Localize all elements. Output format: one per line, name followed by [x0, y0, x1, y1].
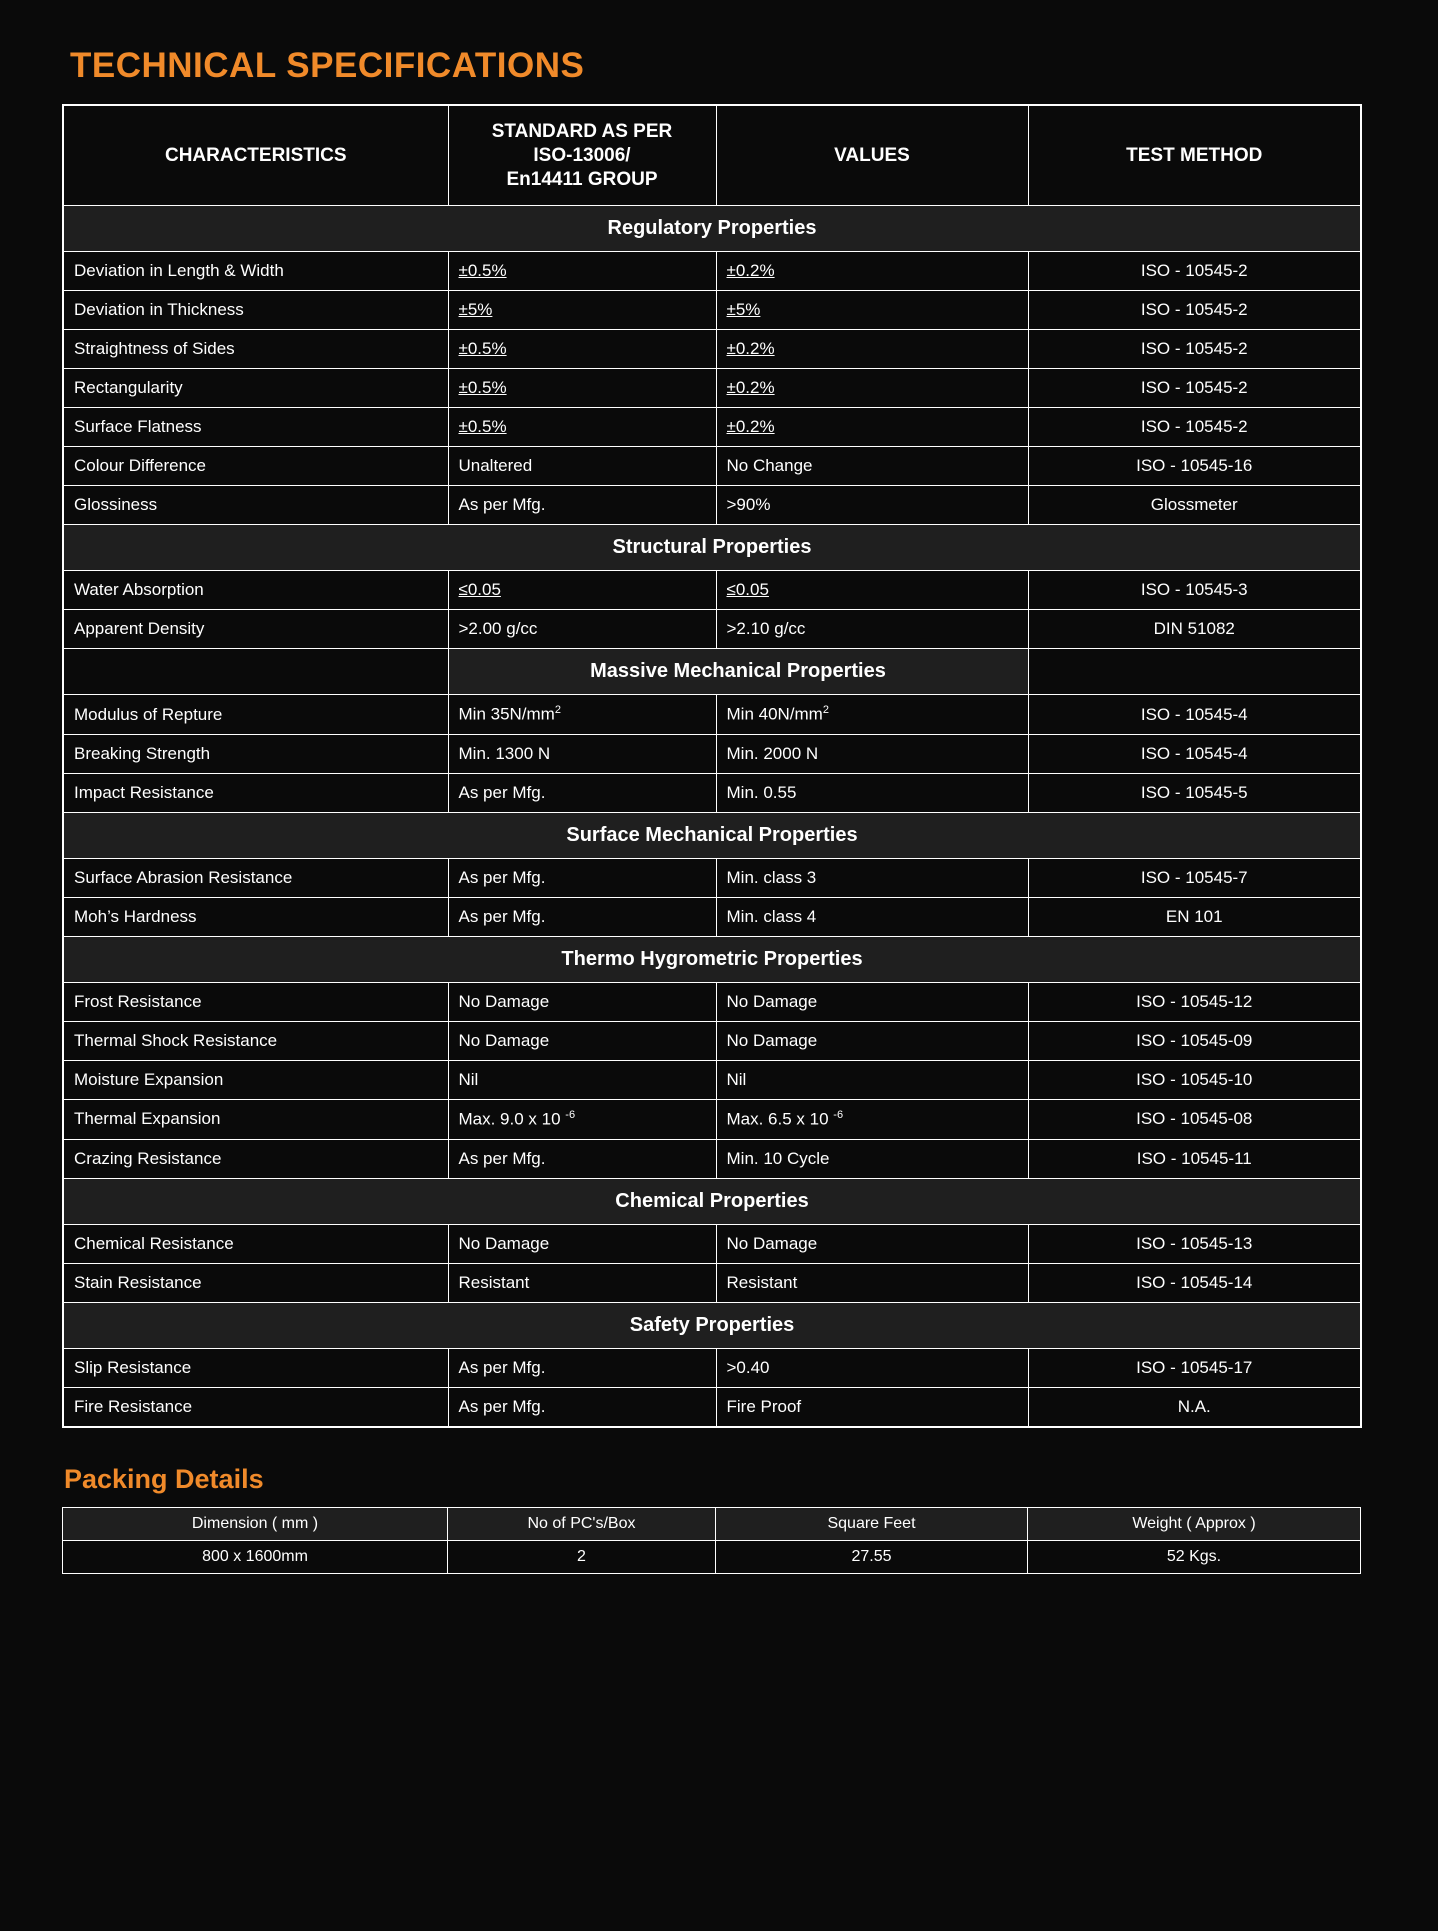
packing-column-header: Weight ( Approx ) [1028, 1507, 1361, 1540]
cell-standard: As per Mfg. [448, 897, 716, 936]
cell-value: ±0.2% [716, 252, 1028, 291]
cell-characteristic: Glossiness [63, 486, 448, 525]
cell-value: No Change [716, 447, 1028, 486]
table-header [63, 105, 1361, 206]
cell-value: Min $40N/mm^2$ [716, 695, 1028, 735]
cell-test-method: ISO - 10545-12 [1028, 982, 1361, 1021]
table-row [63, 1387, 1361, 1427]
cell-characteristic: Deviation in Length & Width [63, 252, 448, 291]
cell-test-method: ISO - 10545-17 [1028, 1348, 1361, 1387]
cell-standard: ±0.5% [448, 252, 716, 291]
cell-standard: As per Mfg. [448, 1139, 716, 1178]
cell-test-method: ISO - 10545-14 [1028, 1263, 1361, 1302]
table-row [63, 1060, 1361, 1099]
cell-characteristic: Surface Abrasion Resistance [63, 858, 448, 897]
cell-value: ±0.2% [716, 330, 1028, 369]
cell-value: Min. 0.55 [716, 773, 1028, 812]
cell-standard: As per Mfg. [448, 486, 716, 525]
table-row [63, 1099, 1361, 1139]
cell-value: ±0.2% [716, 369, 1028, 408]
packing-column-header: Dimension ( mm ) [63, 1507, 448, 1540]
cell-characteristic: Breaking Strength [63, 734, 448, 773]
cell-standard: As per Mfg. [448, 773, 716, 812]
cell-value: No Damage [716, 1021, 1028, 1060]
cell-characteristic: Apparent Density [63, 610, 448, 649]
packing-details-title: Packing Details [64, 1463, 264, 1494]
cell-test-method: ISO - 10545-2 [1028, 408, 1361, 447]
cell-test-method: ISO - 10545-2 [1028, 330, 1361, 369]
cell-test-method: ISO - 10545-16 [1028, 447, 1361, 486]
cell-standard: ≤0.05 [448, 571, 716, 610]
cell-value: >90% [716, 486, 1028, 525]
table-row [63, 1263, 1361, 1302]
cell-characteristic: Thermal Expansion [63, 1099, 448, 1139]
cell-standard: Min $35N/mm^2$ [448, 695, 716, 735]
cell-standard: Unaltered [448, 447, 716, 486]
cell-value: Nil [716, 1060, 1028, 1099]
cell-test-method: ISO - 10545-4 [1028, 695, 1361, 735]
table-row [63, 773, 1361, 812]
table-row [63, 447, 1361, 486]
cell-characteristic: Thermal Shock Resistance [63, 1021, 448, 1060]
cell-value: >0.40 [716, 1348, 1028, 1387]
section-header-label: Surface Mechanical Properties [63, 812, 1361, 858]
table-row [63, 1021, 1361, 1060]
cell-test-method: ISO - 10545-09 [1028, 1021, 1361, 1060]
cell-value: ≤0.05 [716, 571, 1028, 610]
cell-test-method: ISO - 10545-11 [1028, 1139, 1361, 1178]
table-row [63, 1139, 1361, 1178]
cell-test-method: ISO - 10545-2 [1028, 252, 1361, 291]
table-row [63, 858, 1361, 897]
cell-characteristic: Straightness of Sides [63, 330, 448, 369]
column-header-characteristics: CHARACTERISTICS [63, 105, 448, 206]
cell-value: No Damage [716, 982, 1028, 1021]
cell-test-method: ISO - 10545-10 [1028, 1060, 1361, 1099]
cell-value: Fire Proof [716, 1387, 1028, 1427]
packing-details-table [62, 1507, 1361, 1574]
table-row [63, 571, 1361, 610]
cell-standard: ±0.5% [448, 408, 716, 447]
technical-specifications-table [62, 104, 1362, 1428]
cell-characteristic: Frost Resistance [63, 982, 448, 1021]
cell-test-method: ISO - 10545-08 [1028, 1099, 1361, 1139]
table-row [63, 695, 1361, 735]
cell-test-method: DIN 51082 [1028, 610, 1361, 649]
cell-standard: As per Mfg. [448, 1387, 716, 1427]
cell-value: Min. class 3 [716, 858, 1028, 897]
cell-standard: No Damage [448, 1224, 716, 1263]
cell-standard: As per Mfg. [448, 858, 716, 897]
packing-column-header: No of PC's/Box [448, 1507, 716, 1540]
table-row [63, 486, 1361, 525]
packing-table-row [63, 1540, 1361, 1573]
cell-test-method: ISO - 10545-2 [1028, 369, 1361, 408]
cell-value: Resistant [716, 1263, 1028, 1302]
cell-standard: Resistant [448, 1263, 716, 1302]
cell-standard: >2.00 g/cc [448, 610, 716, 649]
packing-column-header: Square Feet [716, 1507, 1028, 1540]
cell-test-method: ISO - 10545-3 [1028, 571, 1361, 610]
cell-characteristic: Moisture Expansion [63, 1060, 448, 1099]
cell-test-method: ISO - 10545-2 [1028, 291, 1361, 330]
packing-cell: 2 [448, 1540, 716, 1573]
cell-value: >2.10 g/cc [716, 610, 1028, 649]
cell-characteristic: Moh’s Hardness [63, 897, 448, 936]
section-header-row [63, 206, 1361, 252]
packing-header-row [63, 1507, 1361, 1540]
table-row [63, 982, 1361, 1021]
packing-cell: 27.55 [716, 1540, 1028, 1573]
section-header-row [63, 812, 1361, 858]
cell-value: Min. class 4 [716, 897, 1028, 936]
packing-table-body [63, 1507, 1361, 1573]
section-header-label: Massive Mechanical Properties [448, 649, 1028, 695]
section-header-blank-cell [1028, 649, 1361, 695]
column-header-standard [448, 105, 716, 206]
cell-test-method: ISO - 10545-4 [1028, 734, 1361, 773]
cell-characteristic: Modulus of Repture [63, 695, 448, 735]
cell-standard: As per Mfg. [448, 1348, 716, 1387]
cell-standard: No Damage [448, 1021, 716, 1060]
cell-value: ±0.2% [716, 408, 1028, 447]
cell-value: No Damage [716, 1224, 1028, 1263]
page-title: TECHNICAL SPECIFICATIONS [70, 46, 585, 85]
section-header-label: Safety Properties [63, 1302, 1361, 1348]
cell-value: Max. 6.5 x 10 $^{-6}$ [716, 1099, 1028, 1139]
cell-standard: Min. 1300 N [448, 734, 716, 773]
cell-characteristic: Deviation in Thickness [63, 291, 448, 330]
table-row [63, 610, 1361, 649]
table-row [63, 897, 1361, 936]
table-row [63, 330, 1361, 369]
cell-characteristic: Crazing Resistance [63, 1139, 448, 1178]
cell-standard: No Damage [448, 982, 716, 1021]
section-header-row [63, 1302, 1361, 1348]
section-header-label: Chemical Properties [63, 1178, 1361, 1224]
cell-characteristic: Impact Resistance [63, 773, 448, 812]
cell-characteristic: Water Absorption [63, 571, 448, 610]
table-row [63, 1348, 1361, 1387]
cell-test-method: ISO - 10545-7 [1028, 858, 1361, 897]
section-header-row [63, 936, 1361, 982]
cell-value: ±5% [716, 291, 1028, 330]
section-header-blank-cell [63, 649, 448, 695]
column-header-standard-line2: ISO-13006/ [533, 144, 631, 166]
section-header-row [63, 1178, 1361, 1224]
section-header-label: Structural Properties [63, 525, 1361, 571]
cell-standard: ±5% [448, 291, 716, 330]
cell-standard: Max. 9.0 x 10 $^{-6}$ [448, 1099, 716, 1139]
table-row [63, 369, 1361, 408]
section-header-label: Regulatory Properties [63, 206, 1361, 252]
table-row [63, 734, 1361, 773]
cell-characteristic: Rectangularity [63, 369, 448, 408]
table-row [63, 408, 1361, 447]
column-header-standard-line3: En14411 GROUP [506, 168, 658, 190]
cell-standard: Nil [448, 1060, 716, 1099]
column-header-standard-line1: STANDARD AS PER [491, 121, 673, 142]
column-header-test-method: TEST METHOD [1028, 105, 1361, 206]
cell-characteristic: Stain Resistance [63, 1263, 448, 1302]
cell-characteristic: Slip Resistance [63, 1348, 448, 1387]
cell-characteristic: Colour Difference [63, 447, 448, 486]
section-header-label: Thermo Hygrometric Properties [63, 936, 1361, 982]
section-header-row [63, 525, 1361, 571]
cell-value: Min. 2000 N [716, 734, 1028, 773]
table-row [63, 252, 1361, 291]
cell-test-method: N.A. [1028, 1387, 1361, 1427]
cell-test-method: ISO - 10545-13 [1028, 1224, 1361, 1263]
column-header-values: VALUES [716, 105, 1028, 206]
cell-characteristic: Chemical Resistance [63, 1224, 448, 1263]
cell-test-method: EN 101 [1028, 897, 1361, 936]
table-row [63, 1224, 1361, 1263]
cell-value: Min. 10 Cycle [716, 1139, 1028, 1178]
cell-standard: ±0.5% [448, 330, 716, 369]
cell-characteristic: Surface Flatness [63, 408, 448, 447]
section-header-row [63, 649, 1361, 695]
packing-cell: 52 Kgs. [1028, 1540, 1361, 1573]
cell-test-method: ISO - 10545-5 [1028, 773, 1361, 812]
cell-standard: ±0.5% [448, 369, 716, 408]
cell-test-method: Glossmeter [1028, 486, 1361, 525]
packing-cell: 800 x 1600mm [63, 1540, 448, 1573]
cell-characteristic: Fire Resistance [63, 1387, 448, 1427]
table-body [63, 206, 1361, 1427]
table-row [63, 291, 1361, 330]
